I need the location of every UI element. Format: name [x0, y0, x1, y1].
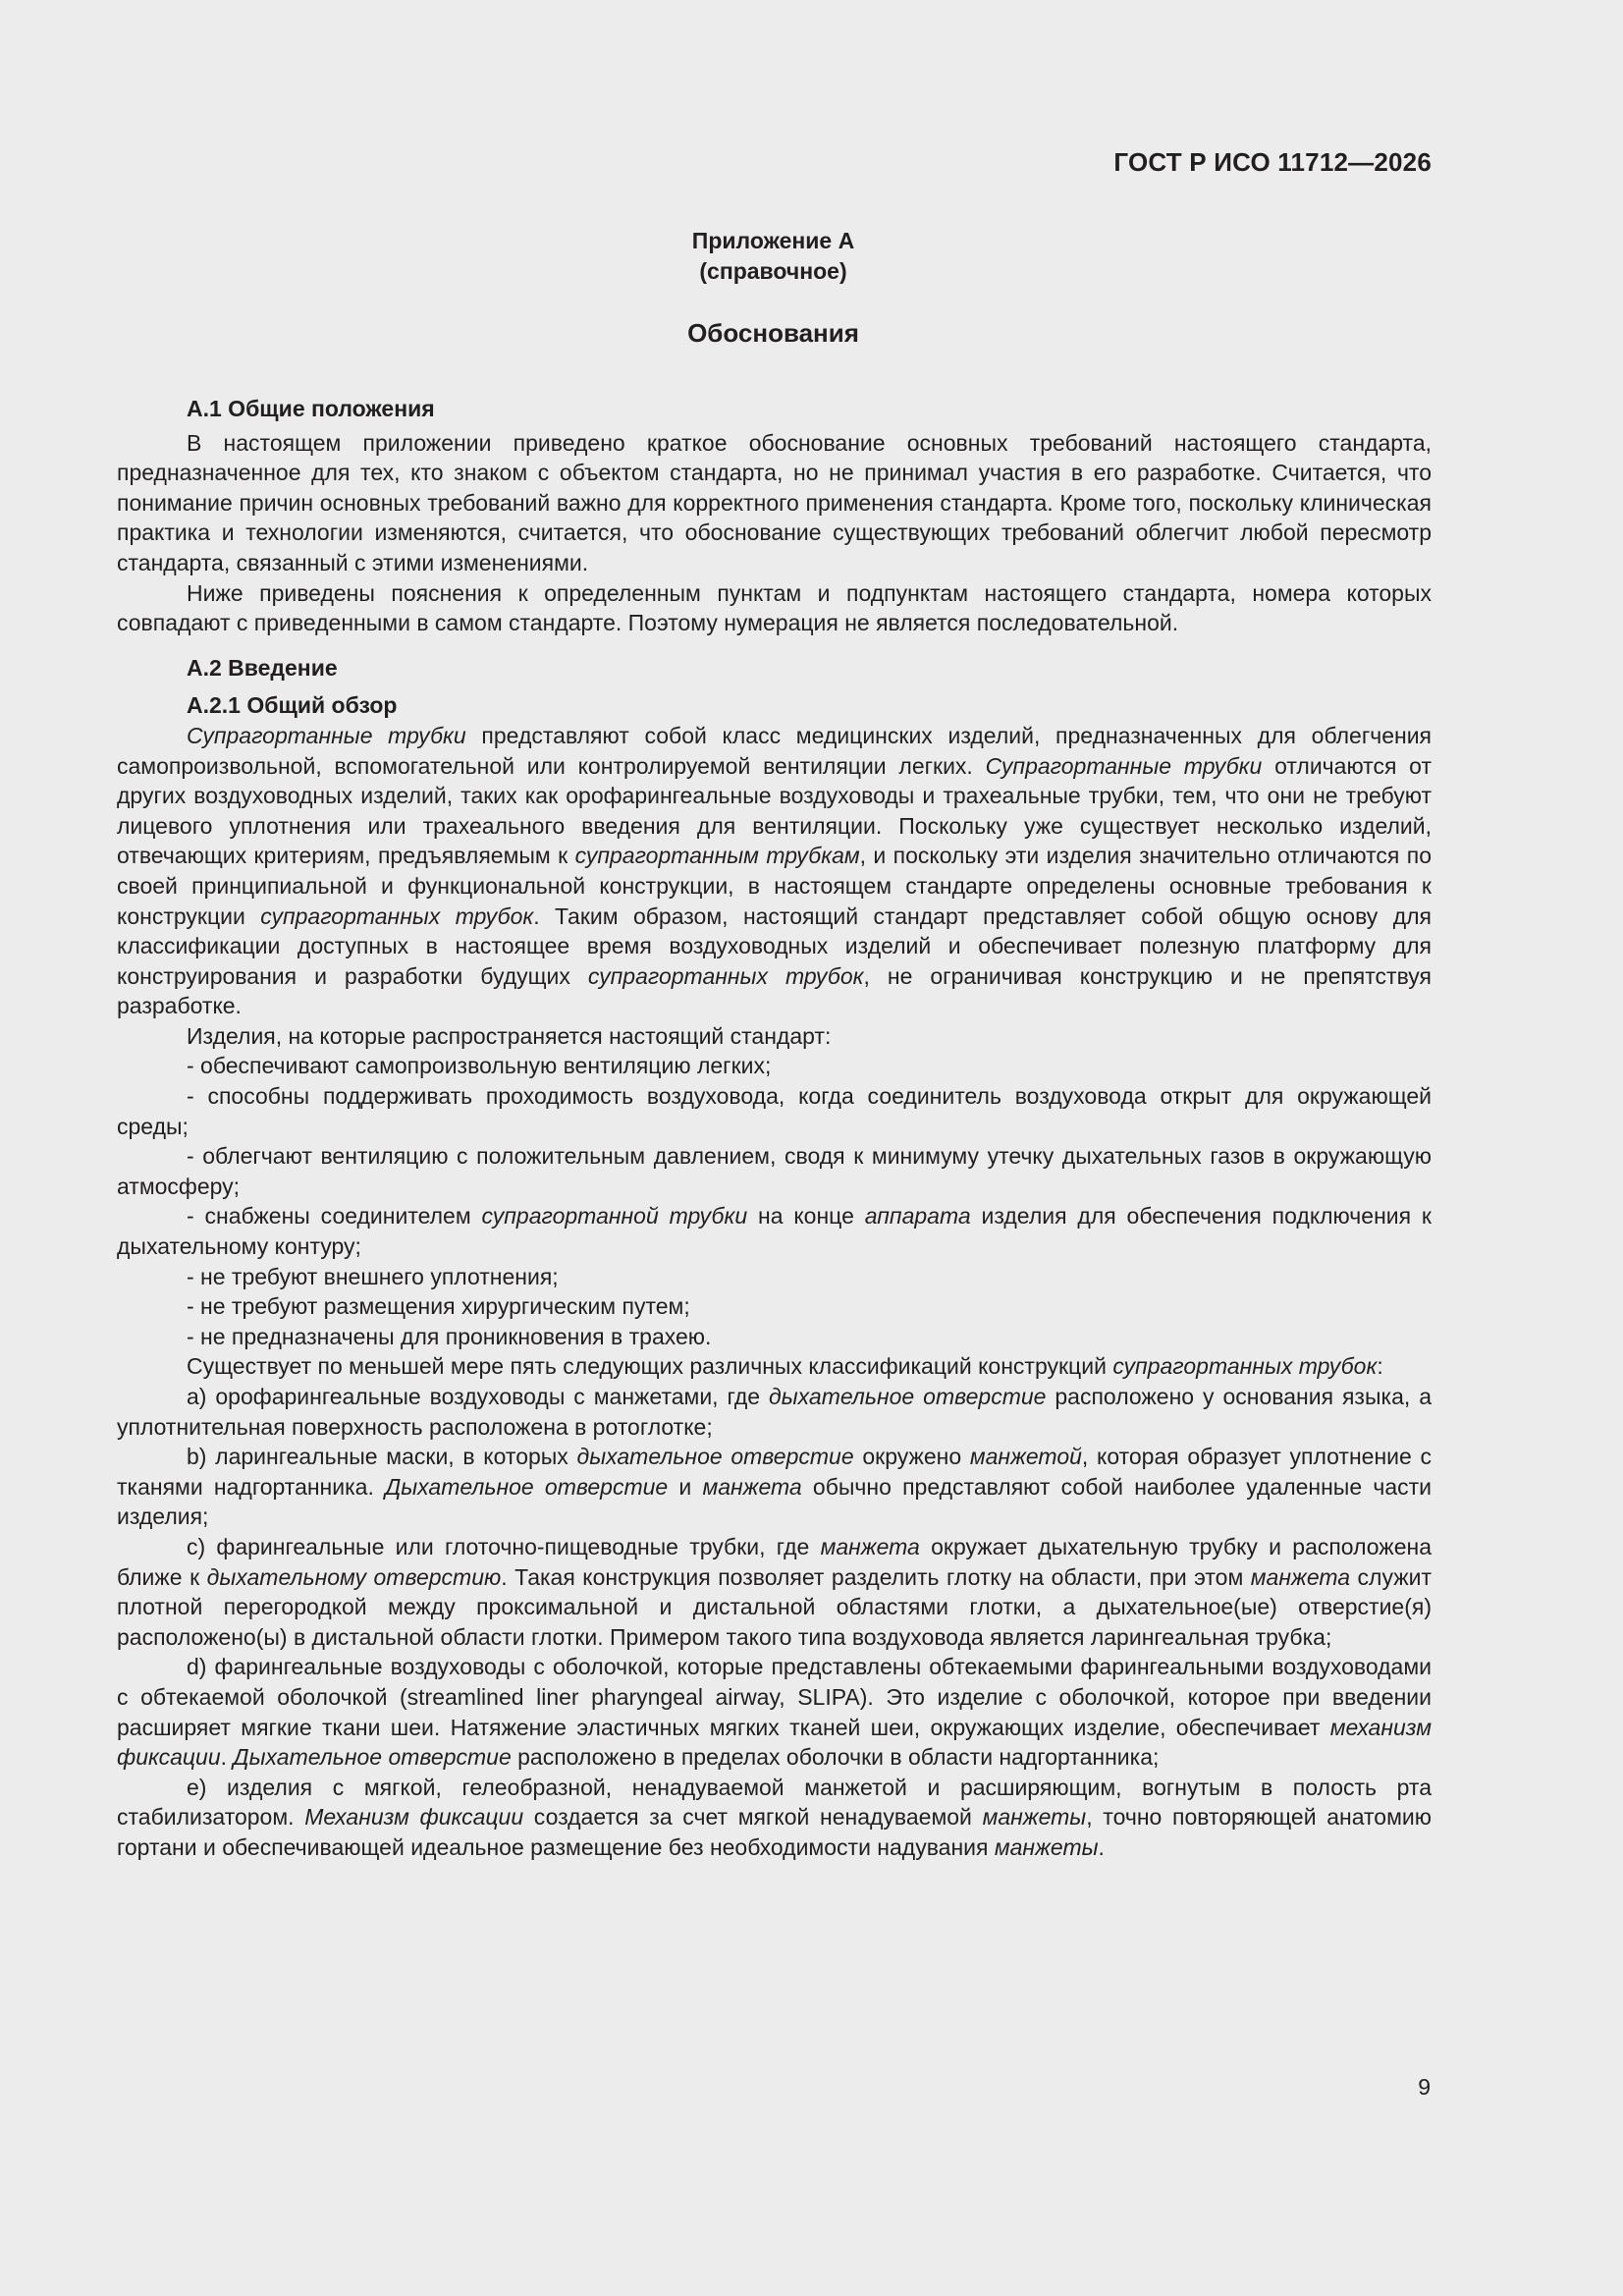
list-item: - обеспечивают самопроизвольную вентиляцию легких; [187, 1053, 772, 1079]
list-item: - способны поддерживать проходимость воздуховода, когда соединитель воздуховода открыт для окружающей среды; [117, 1083, 1432, 1139]
list-item: a) орофарингеальные воздуховоды с манжетами, где дыхательное отверстие расположено у основания языка, а уплотнительная поверхность расположена в ротоглотке; [117, 1384, 1432, 1440]
list-item: - не требуют внешнего уплотнения; [187, 1263, 559, 1289]
paragraph: Ниже приведены пояснения к определенным пунктам и подпунктам настоящего стандарта, номера которых совпадают с приведенными в самом стандарте. Поэтому нумерация не является последовательной. [117, 579, 1432, 636]
annex-heading [0, 226, 1546, 287]
list-item: e) изделия с мягкой, гелеобразной, ненадуваемой манжетой и расширяющим, вогнутым в полость рта стабилизатором. Механизм фиксации создается за счет мягкой ненадуваемой манжеты, точно повторяющей анатомию гортани и обеспечивающей идеальное размещение без необходимости надувания манжеты. [117, 1774, 1432, 1860]
section-heading-a21: А.2.1 Общий обзор [187, 692, 398, 719]
list-item: c) фарингеальные или глоточно-пищеводные трубки, где манжета окружает дыхательную трубку и расположена ближе к дыхательному отверстию. Такая конструкция позволяет разделить глотку на области, при этом манжета служит плотной перегородкой между проксимальной и дистальной областями глотки, а дыхательное(ые) отверстие(я) расположено(ы) в дистальной области глотки. Примером такого типа воздуховода является ларингеальная трубка; [117, 1533, 1432, 1650]
list-item: - не предназначены для проникновения в трахею. [187, 1323, 712, 1349]
list-item: b) ларингеальные маски, в которых дыхательное отверстие окружено манжетой, которая образует уплотнение с тканями надгортанника. Дыхательное отверстие и манжета обычно представляют собой наиболее удаленные части изделия; [117, 1444, 1432, 1530]
annex-title: Приложение А [691, 228, 855, 253]
list-item: - снабжены соединителем супрагортанной трубки на конце аппарата изделия для обеспечения подключения к дыхательному контуру; [117, 1203, 1432, 1260]
list-item: - не требуют размещения хирургическим путем; [187, 1293, 690, 1320]
document-body [117, 394, 1432, 1863]
paragraph: В настоящем приложении приведено краткое обоснование основных требований настоящего стандарта, предназначенное для тех, кто знаком с объектом стандарта, но не принимал участия в его разработке. Считается, что понимание причин основных требований важно для корректного применения стандарта. Кроме того, поскольку клиническая практика и технологии изменяются, считается, что обоснование существующих требований облегчит любой пересмотр стандарта, связанный с этими изменениями. [117, 429, 1432, 575]
list-item: d) фарингеальные воздуховоды с оболочкой, которые представлены обтекаемыми фарингеальными воздуховодами с обтекаемой оболочкой (streamlined liner pharyngeal airway, SLIPA). Это изделие с оболочкой, которое при введении расширяет мягкие ткани шеи. Натяжение эластичных мягких тканей шеи, окружающих изделие, обеспечивает механизм фиксации. Дыхательное отверстие расположено в пределах оболочки в области надгортанника; [117, 1654, 1432, 1771]
annex-name: Обоснования [687, 318, 859, 348]
list-item: - облегчают вентиляцию с положительным давлением, сводя к минимуму утечку дыхательных газов в окружающую атмосферу; [117, 1143, 1432, 1199]
paragraph: Супрагортанные трубки представляют собой класс медицинских изделий, предназначенных для облегчения самопроизвольной, вспомогательной или контролируемой вентиляции легких. Супрагортанные трубки отличаются от других воздуховодных изделий, таких как орофарингеальные воздуховоды и трахеальные трубки, тем, что они не требуют лицевого уплотнения или трахеального введения для вентиляции. Поскольку уже существует несколько изделий, отвечающих критериям, предъявляемым к супрагортанным трубкам, и поскольку эти изделия значительно отличаются по своей принципиальной и функциональной конструкции, в настоящем стандарте определены основные требования к конструкции супрагортанных трубок. Таким образом, настоящий стандарт представляет собой общую основу для классификации доступных в настоящее время воздуховодных изделий и обеспечивает полезную платформу для конструирования и разработки будущих супрагортанных трубок, не ограничивая конструкцию и не препятствуя разработке. [117, 722, 1432, 1019]
annex-subtitle: (справочное) [699, 258, 847, 284]
paragraph: Изделия, на которые распространяется настоящий стандарт: [187, 1022, 832, 1049]
section-heading-a2: А.2 Введение [187, 654, 338, 681]
paragraph: Существует по меньшей мере пять следующих различных классификаций конструкций супрагортанных трубок: [187, 1353, 1383, 1380]
document-designation: ГОСТ Р ИСО 11712—2026 [1113, 147, 1432, 177]
page-number: 9 [1418, 2074, 1431, 2100]
section-heading-a1: А.1 Общие положения [187, 396, 435, 421]
